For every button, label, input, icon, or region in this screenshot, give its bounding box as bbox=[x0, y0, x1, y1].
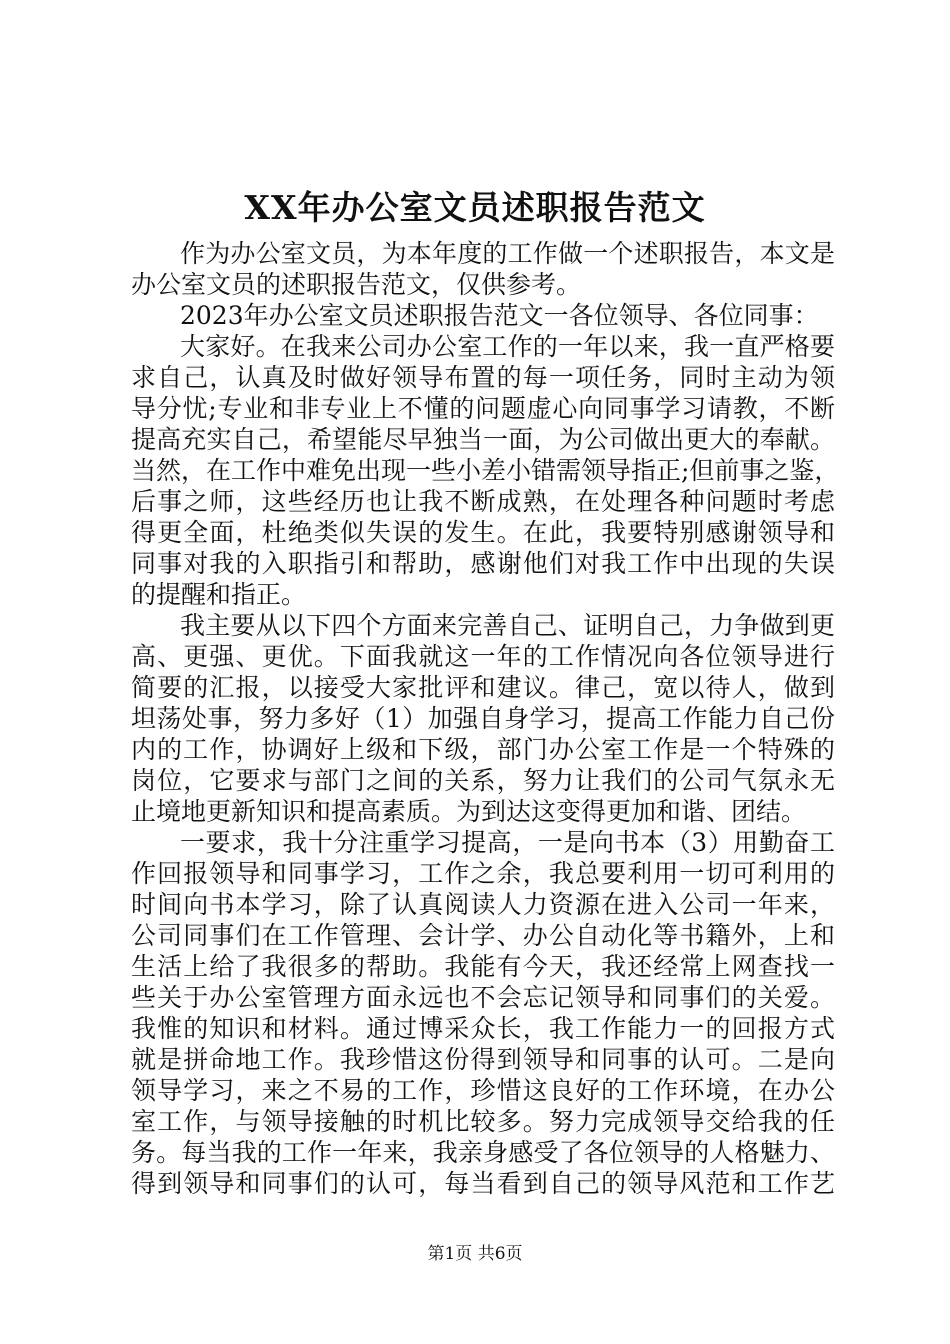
body-line: 导分忧;专业和非专业上不懂的问题虚心向同事学习请教，不断 bbox=[131, 394, 835, 423]
body-line: 大家好。在我来公司办公室工作的一年以来，我一直严格要 bbox=[180, 332, 835, 361]
body-line: 简要的汇报，以接受大家批评和建议。律己，宽以待人，做到 bbox=[131, 673, 835, 702]
document-body bbox=[131, 238, 840, 1199]
body-line: 就是拼命地工作。我珍惜这份得到领导和同事的认可。二是向 bbox=[131, 1045, 835, 1074]
body-line: 公司同事们在工作管理、会计学、办公自动化等书籍外，上和 bbox=[131, 921, 835, 950]
body-line: 当然，在工作中难免出现一些小差小错需领导指正;但前事之鉴， bbox=[131, 456, 840, 485]
body-line: 得更全面，杜绝类似失误的发生。在此，我要特别感谢领导和 bbox=[131, 518, 835, 547]
body-line: 提高充实自己，希望能尽早独当一面，为公司做出更大的奉献。 bbox=[131, 425, 835, 454]
body-line: 高、更强、更优。下面我就这一年的工作情况向各位领导进行 bbox=[131, 642, 835, 671]
document-title: XX年办公室文员述职报告范文 bbox=[244, 188, 706, 227]
body-line: 的提醒和指正。 bbox=[131, 580, 307, 609]
body-line: 务。每当我的工作一年来，我亲身感受了各位领导的人格魅力、 bbox=[131, 1138, 835, 1167]
body-line: 止境地更新知识和提高素质。为到达这变得更加和谐、团结。 bbox=[131, 797, 807, 826]
body-line: 坦荡处事，努力多好（1）加强自身学习，提高工作能力自己份 bbox=[131, 704, 835, 733]
body-line: 我惟的知识和材料。通过博采众长，我工作能力一的回报方式 bbox=[131, 1014, 835, 1043]
body-line: 2023年办公室文员述职报告范文一各位领导、各位同事： bbox=[180, 301, 819, 330]
body-line: 些关于办公室管理方面永远也不会忘记领导和同事们的关爱。 bbox=[131, 983, 835, 1012]
body-line: 岗位，它要求与部门之间的关系，努力让我们的公司气氛永无 bbox=[131, 766, 835, 795]
body-line: 一要求，我十分注重学习提高，一是向书本（3）用勤奋工 bbox=[180, 828, 835, 857]
body-line: 同事对我的入职指引和帮助，感谢他们对我工作中出现的失误 bbox=[131, 549, 835, 578]
body-line: 我主要从以下四个方面来完善自己、证明自己，力争做到更 bbox=[180, 611, 835, 640]
body-line: 求自己，认真及时做好领导布置的每一项任务，同时主动为领 bbox=[131, 363, 835, 392]
body-line: 领导学习，来之不易的工作，珍惜这良好的工作环境，在办公 bbox=[131, 1076, 835, 1105]
body-line: 办公室文员的述职报告范文，仅供参考。 bbox=[131, 270, 582, 299]
body-line: 时间向书本学习，除了认真阅读人力资源在进入公司一年来， bbox=[131, 890, 835, 919]
body-line: 作回报领导和同事学习，工作之余，我总要利用一切可利用的 bbox=[131, 859, 835, 888]
body-line: 得到领导和同事们的认可，每当看到自己的领导风范和工作艺 bbox=[131, 1169, 835, 1198]
body-line: 室工作，与领导接触的时机比较多。努力完成领导交给我的任 bbox=[131, 1107, 835, 1136]
page-footer: 第1页 共6页 bbox=[427, 1244, 523, 1264]
body-line: 内的工作，协调好上级和下级，部门办公室工作是一个特殊的 bbox=[131, 735, 835, 764]
body-line: 后事之师，这些经历也让我不断成熟，在处理各种问题时考虑 bbox=[131, 487, 835, 516]
body-line: 作为办公室文员，为本年度的工作做一个述职报告，本文是 bbox=[180, 239, 835, 268]
body-line: 生活上给了我很多的帮助。我能有今天，我还经常上网查找一 bbox=[131, 952, 835, 981]
